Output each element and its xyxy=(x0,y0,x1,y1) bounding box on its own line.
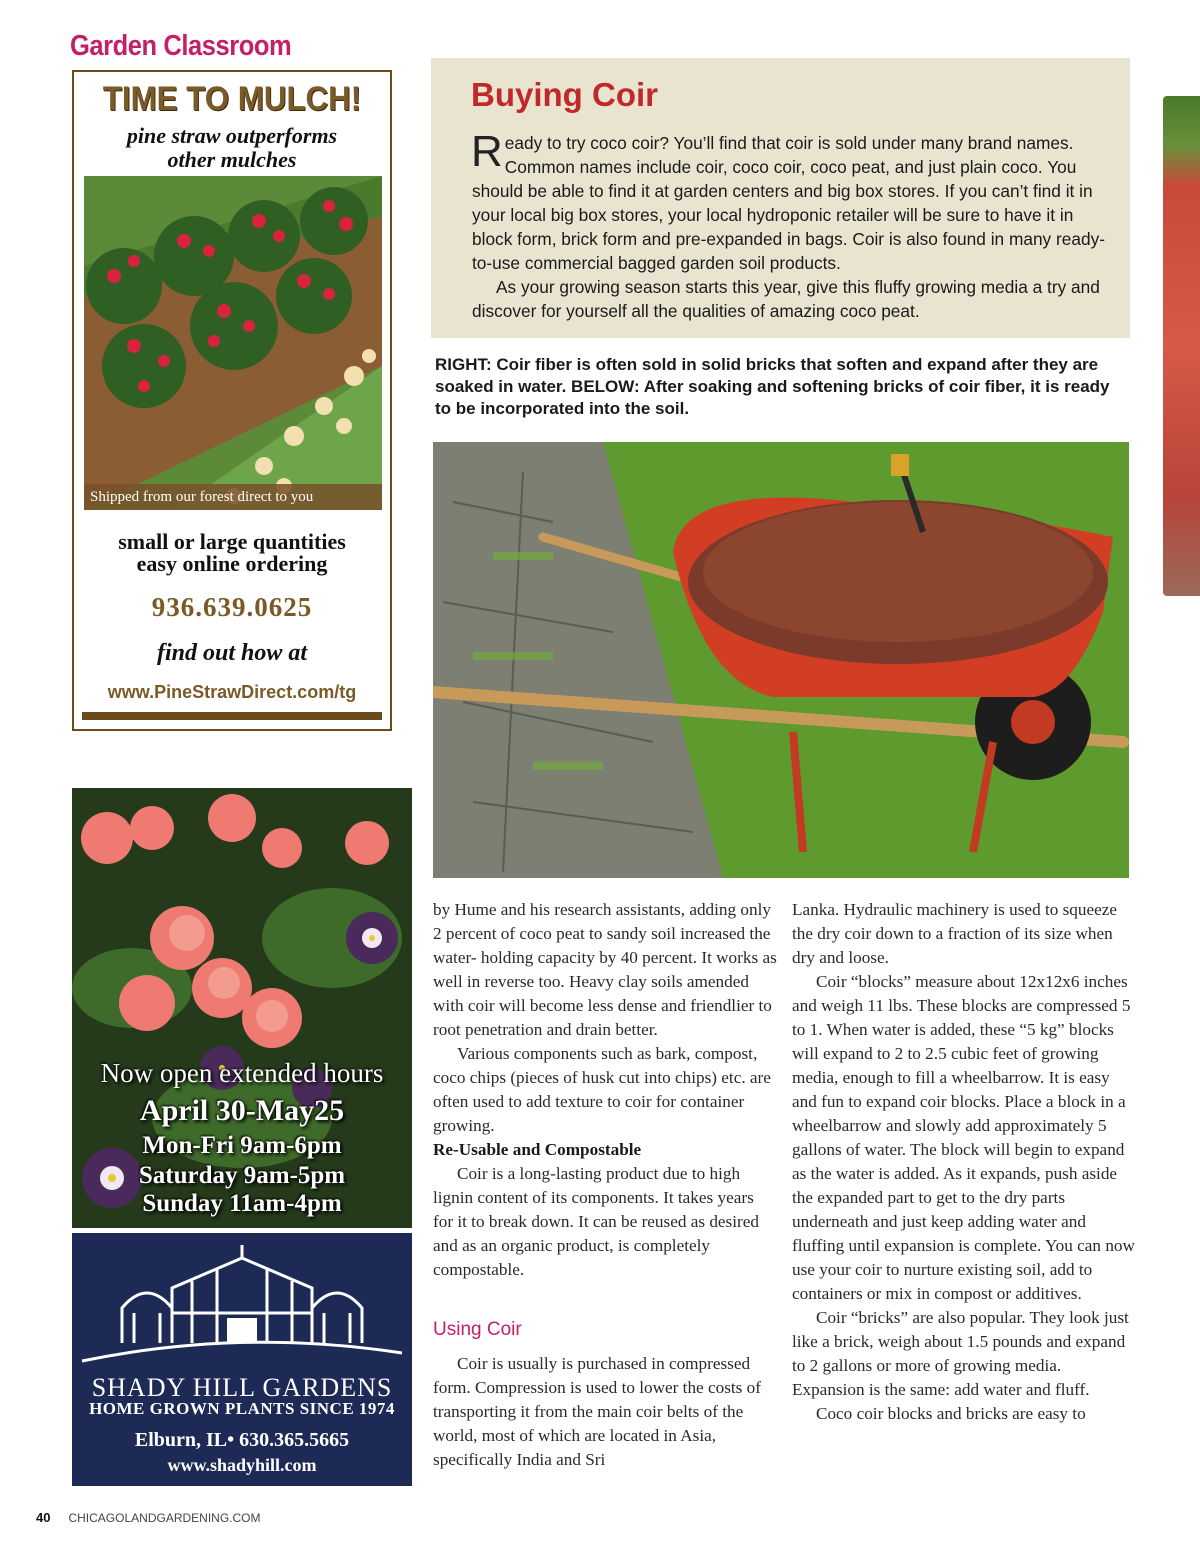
hours-saturday: Saturday 9am-5pm xyxy=(138,1162,346,1189)
ad-url-link[interactable]: www.PineStrawDirect.com/tg xyxy=(107,682,357,702)
page-number: 40 xyxy=(36,1510,51,1525)
article-paragraph: Coir “bricks” are also popular. They look just like a brick, weigh about 1.5 pounds and expand to 2 gallons or more of growing media. Expansion is the same: add water and fluff. xyxy=(792,1308,1129,1399)
ad-find-text: find out how at xyxy=(156,640,308,666)
article-paragraph: Various components such as bark, compost, coco chips (pieces of husk cut into chips) etc. are often used to add texture to coir for container growing. xyxy=(433,1044,771,1135)
hours-weekday: Mon-Fri 9am-6pm xyxy=(142,1132,342,1159)
coir-brick-photo-edge xyxy=(1163,96,1200,596)
article-column-1 xyxy=(433,898,778,1472)
ad-subheadline: pine straw outperforms xyxy=(126,123,338,148)
sidebar-paragraph: As your growing season starts this year, give this fluffy growing media a try and discover for yourself all the qualities of amazing coco peat. xyxy=(472,277,1100,321)
garden-location: Elburn, IL• 630.365.5665 xyxy=(134,1429,350,1451)
ad-line: small or large quantities xyxy=(118,529,346,554)
shady-hill-flowers-ad[interactable] xyxy=(72,788,412,1228)
page-footer xyxy=(36,1510,261,1525)
article-paragraph: Coir is usually is purchased in compressed form. Compression is used to lower the costs of transporting it from the main coir belts of the world, most of which are located in Asia, specifically India and Sri xyxy=(433,1354,761,1469)
wheelbarrow-coir-photo xyxy=(433,442,1129,878)
ad-line: easy online ordering xyxy=(136,551,328,576)
article-paragraph: Lanka. Hydraulic machinery is used to squeeze the dry coir down to a fraction of its size when dry and loose. xyxy=(792,900,1118,967)
photo-caption: RIGHT: Coir fiber is often sold in solid bricks that soften and expand after they are soaked in water. BELOW: After soaking and softening bricks of coir fiber, it is ready to be incorporated into the soil. xyxy=(435,355,1110,418)
hours-title: Now open extended hours xyxy=(100,1058,384,1088)
drop-cap: R xyxy=(471,127,503,176)
article-subheading: Re-Usable and Compostable xyxy=(433,1140,642,1159)
garden-name: SHADY HILL GARDENS xyxy=(91,1373,393,1402)
rose-garden-photo xyxy=(84,176,382,510)
pine-straw-ad[interactable] xyxy=(72,70,392,731)
hours-dates: April 30-May25 xyxy=(139,1094,345,1127)
ad-headline: TIME TO MULCH! xyxy=(102,80,362,118)
article-paragraph: Coir is a long-lasting product due to high lignin content of its components. It takes years for it to break down. It can be reused as desired and as an organic product, is completely compostable. xyxy=(433,1164,759,1279)
garden-tagline: HOME GROWN PLANTS SINCE 1974 xyxy=(89,1399,395,1418)
article-paragraph: by Hume and his research assistants, adding only 2 percent of coco peat to sandy soil increased the water- holding capacity by 40 percent. It works as well in reverse too. Heavy clay soils amended with coir will become less dense and friendlier to root penetration and drain better. xyxy=(433,900,777,1039)
shady-hill-logo-ad[interactable] xyxy=(72,1233,412,1486)
hours-sunday: Sunday 11am-4pm xyxy=(142,1190,342,1217)
garden-website-link[interactable]: www.shadyhill.com xyxy=(167,1455,317,1475)
article-column-2 xyxy=(792,898,1137,1426)
greenhouse-logo-icon xyxy=(72,1233,412,1373)
buying-coir-sidebar xyxy=(431,58,1130,338)
section-label: Garden Classroom xyxy=(70,30,292,62)
ad-phone[interactable]: 936.639.0625 xyxy=(151,592,313,622)
ad-divider xyxy=(82,712,382,720)
article-paragraph: Coco coir blocks and bricks are easy to xyxy=(816,1404,1086,1423)
sidebar-body xyxy=(471,127,1112,323)
sidebar-title: Buying Coir xyxy=(471,76,658,113)
site-name[interactable]: CHICAGOLANDGARDENING.COM xyxy=(68,1511,261,1525)
sidebar-paragraph: Ready to try coco coir? You’ll find that coir is sold under many brand names. Common names include coir, coco coir, coco peat, and just plain coco. You should be able to find it at garden centers and big box stores. If you can’t find it in your local big box stores, your local hydroponic retailer will be sure to have it in block form, brick form and pre-expanded in bags. Coir is also found in many ready-to-use commercial bagged garden soil products. xyxy=(471,127,1105,273)
ad-subheadline: other mulches xyxy=(167,147,297,172)
article-paragraph: Coir “blocks” measure about 12x12x6 inches and weigh 11 lbs. These blocks are compressed 5 to 1. When water is added, these “5 kg” blocks will expand to 2 to 2.5 cubic feet of growing media, enough to fill a wheelbarrow. It is easy and fun to expand coir blocks. Place a block in a wheelbarrow and slowly add approximately 5 gallons of water. The block will begin to expand as the water is added. As it expands, push aside the expanded part to get to the dry parts underneath and just keep adding water and fluffing until expansion is complete. You can now use your coir to nurture existing soil, add to containers or mix in compost or additives. xyxy=(792,972,1135,1303)
photo-caption: Shipped from our forest direct to you xyxy=(84,484,382,510)
article-section-heading: Using Coir xyxy=(433,1319,522,1340)
